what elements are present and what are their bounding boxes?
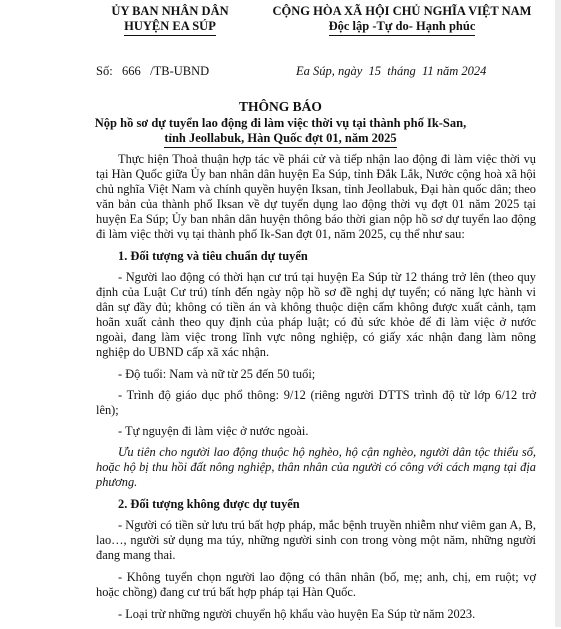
section-1-paragraph: - Người lao động có thời hạn cư trú tại huyện Ea Súp từ 12 tháng trở lên (theo quy định của Luật Cư trú) tính đến ngày nộp hồ sơ đề nghị dự tuyển; có năng lực hành vi dân sự đầy đủ; không có tiền án và không thuộc diện cấm không được xuất cảnh, tạm hoãn xuất cảnh theo quy định của pháp luật; có đủ sức khỏe để đi làm việc ở nước ngoài, đang làm việc trong lĩnh vực nông nghiệp, có giấy xác nhận đang làm nông nghiệp do UBND cấp xã xác nhận. <box>96 270 536 359</box>
section-1-age: - Độ tuổi: Nam và nữ từ 25 đến 50 tuổi; <box>118 367 316 381</box>
document-body <box>96 152 536 629</box>
section-2-heading: 2. Đối tượng không được dự tuyển <box>118 497 300 511</box>
authority-line-1: ỦY BAN NHÂN DÂN <box>111 4 229 18</box>
national-heading <box>252 4 552 36</box>
section-2-paragraph-1: - Người có tiền sử lưu trú bất hợp pháp, mắc bệnh truyền nhiễm như viêm gan A, B, lao…, người sử dụng ma túy, những người sinh con trong vòng một năm, những người đang mang thai. <box>96 518 536 562</box>
subtitle-line-1: Nộp hồ sơ dự tuyển lao động đi làm việc thời vụ tại thành phố Ik-San, <box>94 116 467 130</box>
section-1-priority: Ưu tiên cho người lao động thuộc hộ nghèo, hộ cận nghèo, người dân tộc thiểu số, hoặc hộ bị thu hồi đất nông nghiệp, thân nhân của người có công với cách mạng tại địa phương. <box>96 445 536 489</box>
section-2-paragraph-3: - Loại trừ những người chuyển hộ khẩu vào huyện Ea Súp từ năm 2023. <box>118 607 476 621</box>
section-1-education: - Trình độ giáo dục phổ thông: 9/12 (riêng người DTTS trình độ từ lớp 6/12 trở lên); <box>96 388 536 417</box>
country-name: CỘNG HÒA XÃ HỘI CHỦ NGHĨA VIỆT NAM <box>272 4 532 18</box>
issuing-authority <box>82 4 258 36</box>
document-number: Số: 666 /TB-UBND <box>96 64 210 78</box>
authority-line-2: HUYỆN EA SÚP <box>82 19 258 36</box>
intro-paragraph: Thực hiện Thoả thuận hợp tác về phái cử và tiếp nhận lao động đi làm việc thời vụ tại Hàn Quốc giữa Ủy ban nhân dân huyện Ea Súp, tỉnh Đắk Lắk, Nước cộng hoà xã hội chủ nghĩa Việt Nam và chính quyền huyện Iksan, tỉnh Jeollabuk, Đại hàn quốc dân; theo văn bản của thành phố Iksan về dự tuyển dụng lao động thời vụ đợt 01 năm 2025 tại huyện Ea Súp; Ủy ban nhân dân huyện thông báo thời gian nộp hồ sơ dự tuyển lao động đi làm việc thời vụ tại thành phố Ik-San đợt 01, năm 2025, cụ thể như sau: <box>96 152 536 241</box>
subtitle-line-2: tỉnh Jeollabuk, Hàn Quốc đợt 01, năm 2025 <box>0 131 561 148</box>
document-date: Ea Súp, ngày 15 tháng 11 năm 2024 <box>296 64 487 78</box>
document-subtitle <box>0 116 561 148</box>
document-title: THÔNG BÁO <box>239 99 322 114</box>
section-1-voluntary: - Tự nguyện đi làm việc ở nước ngoài. <box>118 424 309 438</box>
national-motto: Độc lập -Tự do- Hạnh phúc <box>252 19 552 36</box>
section-1-heading: 1. Đối tượng và tiêu chuẩn dự tuyển <box>118 249 308 263</box>
page-edge-shadow <box>555 0 561 627</box>
section-2-paragraph-2: - Không tuyển chọn người lao động có thân nhân (bố, mẹ; anh, chị, em ruột; vợ hoặc chồng) đang cư trú bất hợp pháp tại Hàn Quốc. <box>96 570 536 599</box>
